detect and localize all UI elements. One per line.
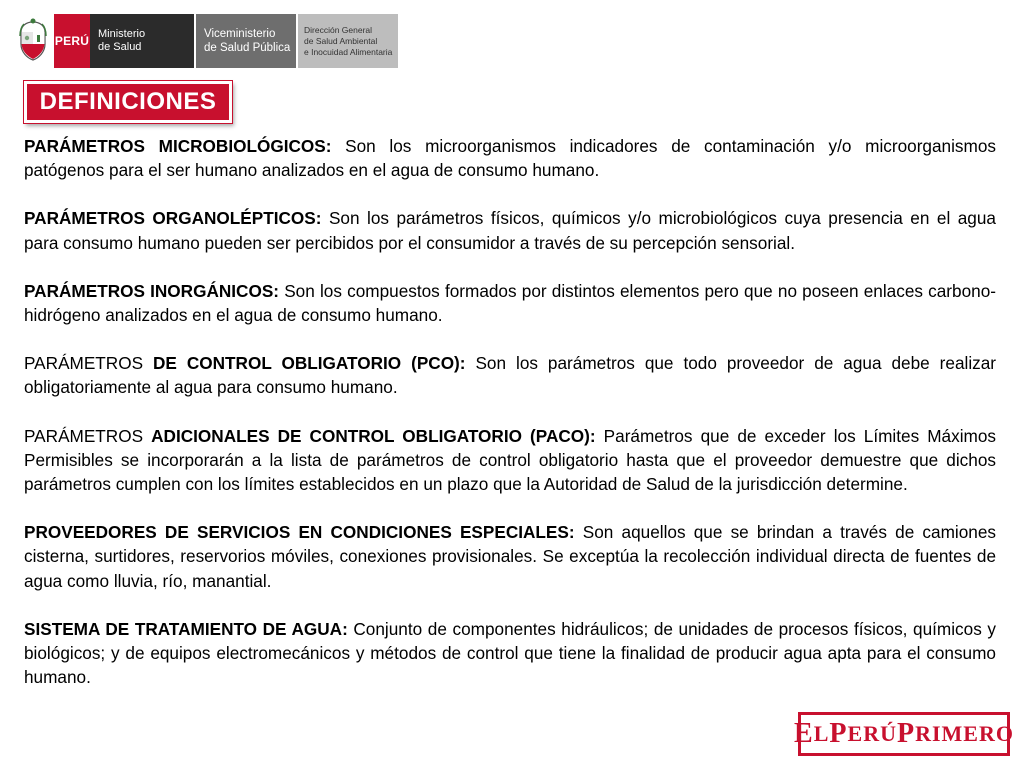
brand-letters-l: L — [813, 721, 830, 746]
el-peru-primero-logo — [794, 712, 1014, 756]
page-title-text: DEFINICIONES — [39, 88, 217, 115]
brand-letter-e: E — [794, 718, 814, 749]
direction-line-1: Dirección General — [304, 24, 373, 35]
brand-letters-eru: ERÚ — [847, 721, 897, 746]
brand-letter-p: P — [829, 718, 848, 749]
definition-text: Son los compuestos formados por distintos elementos pero que no poseen enlaces carbono-hidrógeno analizados en el agua de consumo humano. — [24, 280, 996, 326]
definition-text: Conjunto de componentes hidráulicos; de unidades de procesos físicos, químicos y biológicos; y de equipos electromecánicos y métodos de control que tiene la finalidad de producir agua apta para el consumo humano. — [24, 618, 996, 688]
definition-term: ADICIONALES DE CONTROL OBLIGATORIO (PACO): — [151, 425, 596, 446]
page-title — [24, 81, 232, 123]
peru-text: PERÚ — [54, 34, 90, 48]
brand-letters-rimero: RIMERO — [915, 721, 1014, 746]
brand-letter-p2: P — [896, 718, 916, 749]
definition-term: PARÁMETROS INORGÁNICOS: — [24, 280, 280, 301]
definition-text: Son aquellos que se brindan a través de camiones cisterna, surtidores, reservorios móviles, conexiones provisionales. Se exceptúa la recolección individual directa de fuentes de agua como lluvia, río, manantial. — [24, 522, 996, 591]
definition-text: Son los microorganismos indicadores de contaminación y/o microorganismos patógenos para el ser humano analizados en el agua de consumo humano. — [24, 136, 996, 181]
peru-label — [54, 14, 90, 68]
definition-prefix: PARÁMETROS — [24, 353, 154, 374]
direction-line-2: de Salud Ambiental — [304, 35, 378, 46]
header-logo-bar — [16, 14, 398, 68]
definition-term: PARÁMETROS ORGANOLÉPTICOS: — [24, 208, 322, 229]
definition-pco — [24, 351, 996, 399]
definition-text: Son los parámetros físicos, químicos y/o microbiológicos cuya presencia en el agua para consumo humano pueden ser percibidos por el consumidor a través de su percepción sensorial. — [24, 208, 996, 253]
definition-term: SISTEMA DE TRATAMIENTO DE AGUA: — [24, 618, 348, 639]
definition-term: DE CONTROL OBLIGATORIO (PCO): — [153, 353, 466, 374]
definition-inorganic — [24, 279, 996, 327]
ministry-line-1: Ministerio — [98, 28, 146, 40]
definition-term: PROVEEDORES DE SERVICIOS EN CONDICIONES ESPECIALES: — [24, 522, 575, 543]
ministry-label — [90, 14, 194, 68]
ministry-line-2: de Salud — [98, 41, 142, 53]
definition-text: Parámetros que de exceder los Límites Máximos Permisibles se incorporarán a la lista de parámetros de control obligatorio hasta que el proveedor demuestre que dichos parámetros cumplen con los límites establecidos en un plazo que la Autoridad de Salud de la jurisdicción determine. — [24, 425, 996, 495]
definitions-list — [24, 134, 996, 713]
definition-text: Son los parámetros que todo proveedor de agua debe realizar obligatoriamente al agua para consumo humano. — [24, 353, 997, 398]
definition-prefix: PARÁMETROS — [24, 425, 152, 446]
viceministry-line-2: de Salud Pública — [204, 42, 291, 54]
definition-microbiological — [24, 134, 996, 182]
viceministry-line-1: Viceministerio — [204, 28, 276, 40]
viceministry-label — [196, 14, 296, 68]
definition-paco — [24, 424, 996, 497]
definition-organoleptic — [24, 206, 996, 254]
peru-coat-of-arms-icon — [16, 14, 50, 68]
direction-label — [298, 14, 398, 68]
definition-term: PARÁMETROS MICROBIOLÓGICOS: — [24, 136, 332, 156]
direction-line-3: e Inocuidad Alimentaria — [304, 46, 393, 57]
definition-treatment-system — [24, 617, 996, 690]
definition-special-providers — [24, 520, 996, 593]
